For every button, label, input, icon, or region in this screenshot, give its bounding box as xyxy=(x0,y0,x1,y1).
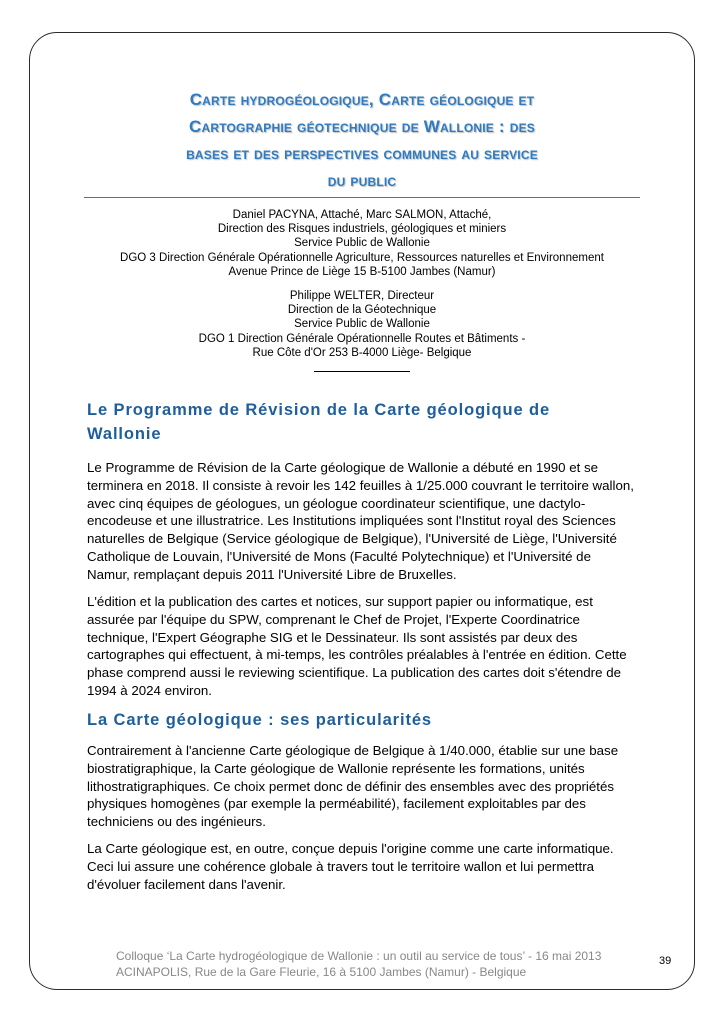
document-title xyxy=(84,86,640,194)
heading-line: Le Programme de Révision de la Carte géologique de xyxy=(87,401,551,419)
text-line: phase comprend aussi le reviewing scientifique. La publication des cartes doit s'étendre de xyxy=(87,665,621,681)
paragraph xyxy=(87,742,647,831)
author-line: Direction des Risques industriels, géologiques et miniers xyxy=(217,223,507,236)
text-line: 1994 à 2024 environ. xyxy=(87,682,212,698)
text-line: Contrairement à l'ancienne Carte géologique de Belgique à 1/40.000, établie sur une base xyxy=(87,743,619,758)
text-line: naturelles de Belgique (Service géologique de Belgique), l'Université de Liège, l'Université xyxy=(87,531,617,547)
author-line: Service Public de Wallonie xyxy=(294,237,430,250)
text-line: encodeuse et une illustratrice. Les Institutions impliquées sont l'Institut royal des Sciences xyxy=(87,513,616,529)
page-footer xyxy=(116,949,601,980)
title-line: Carte hydrogéologique, Carte géologique et xyxy=(189,90,535,109)
title-line: bases et des perspectives communes au service xyxy=(186,144,538,163)
title-line: du public xyxy=(327,171,397,190)
text-line: avec cinq équipes de géologues, un géologue coordinateur scientifique, une dactylo- xyxy=(87,495,586,511)
author-line: Rue Côte d'Or 253 B-4000 Liège- Belgique xyxy=(252,346,472,359)
paragraph xyxy=(87,459,647,584)
author-block-1 xyxy=(84,208,640,279)
text-line: technique, l'Expert Géographe SIG et le Dessinateur. Ils sont assistés par deux des xyxy=(87,629,578,645)
text-line: d'évoluer facilement dans l'avenir. xyxy=(87,876,286,892)
text-line: Namur, remplaçant depuis 2011 l'Université Libre de Bruxelles. xyxy=(87,566,457,582)
section-heading-carte-geologique: La Carte géologique : ses particularités xyxy=(87,711,433,729)
title-line: Cartographie géotechnique de Wallonie : des xyxy=(188,117,535,136)
section-heading-programme xyxy=(87,398,647,446)
text-line: terminera en 2018. Il consiste à revoir les 142 feuilles à 1/25.000 couvrant le territoire wallon, xyxy=(87,477,634,493)
footer-line: ACINAPOLIS, Rue de la Gare Fleurie, 16 à 5100 Jambes (Namur) - Belgique xyxy=(116,964,527,979)
text-line: L'édition et la publication des cartes et notices, sur support papier ou informatique, est xyxy=(87,594,593,609)
author-line: Service Public de Wallonie xyxy=(294,318,430,331)
text-line: lithostratigraphiques. Ce choix permet donc de définir des ensembles avec des propriétés xyxy=(87,778,614,794)
author-separator xyxy=(314,371,410,372)
paragraph xyxy=(87,840,647,893)
title-divider xyxy=(84,197,640,198)
text-line: La Carte géologique est, en outre, conçue depuis l'origine comme une carte informatique. xyxy=(87,841,614,856)
paragraph xyxy=(87,593,647,700)
text-line: Le Programme de Révision de la Carte géologique de Wallonie a débuté en 1990 et se xyxy=(87,460,599,475)
author-line: DGO 1 Direction Générale Opérationnelle Routes et Bâtiments - xyxy=(198,332,526,345)
text-line: physiques homogènes (par exemple la perméabilité), facilement exploitables par des xyxy=(87,796,586,812)
footer-line: Colloque ‘La Carte hydrogéologique de Wallonie : un outil au service de tous’ - 16 mai 2013 xyxy=(116,949,602,963)
author-line: Direction de la Géotechnique xyxy=(287,304,437,317)
author-line: Daniel PACYNA, Attaché, Marc SALMON, Attaché, xyxy=(232,209,492,221)
text-line: Catholique de Louvain, l'Université de Mons (Faculté Polytechnique) et l'Université de xyxy=(87,548,591,564)
text-line: Ceci lui assure une cohérence globale à travers tout le territoire wallon et lui permettra xyxy=(87,858,595,874)
heading-line: Wallonie xyxy=(87,425,162,443)
text-line: cartographes qui effectuent, à mi-temps, les contrôles préalables à l'entrée en édition. Cette xyxy=(87,647,627,663)
text-line: assurée par l'équipe du SPW, comprenant le Chef de Projet, l'Experte Coordinatrice xyxy=(87,611,580,627)
text-line: biostratigraphique, la Carte géologique de Wallonie représente les formations, unités xyxy=(87,760,585,776)
text-line: techniciens ou des ingénieurs. xyxy=(87,814,266,830)
author-line: Avenue Prince de Liège 15 B-5100 Jambes (Namur) xyxy=(228,265,496,278)
author-block-2 xyxy=(84,289,640,360)
page-number: 39 xyxy=(659,955,672,967)
author-line: Philippe WELTER, Directeur xyxy=(289,290,435,302)
author-line: DGO 3 Direction Générale Opérationnelle Agriculture, Ressources naturelles et Environnement xyxy=(120,251,604,264)
